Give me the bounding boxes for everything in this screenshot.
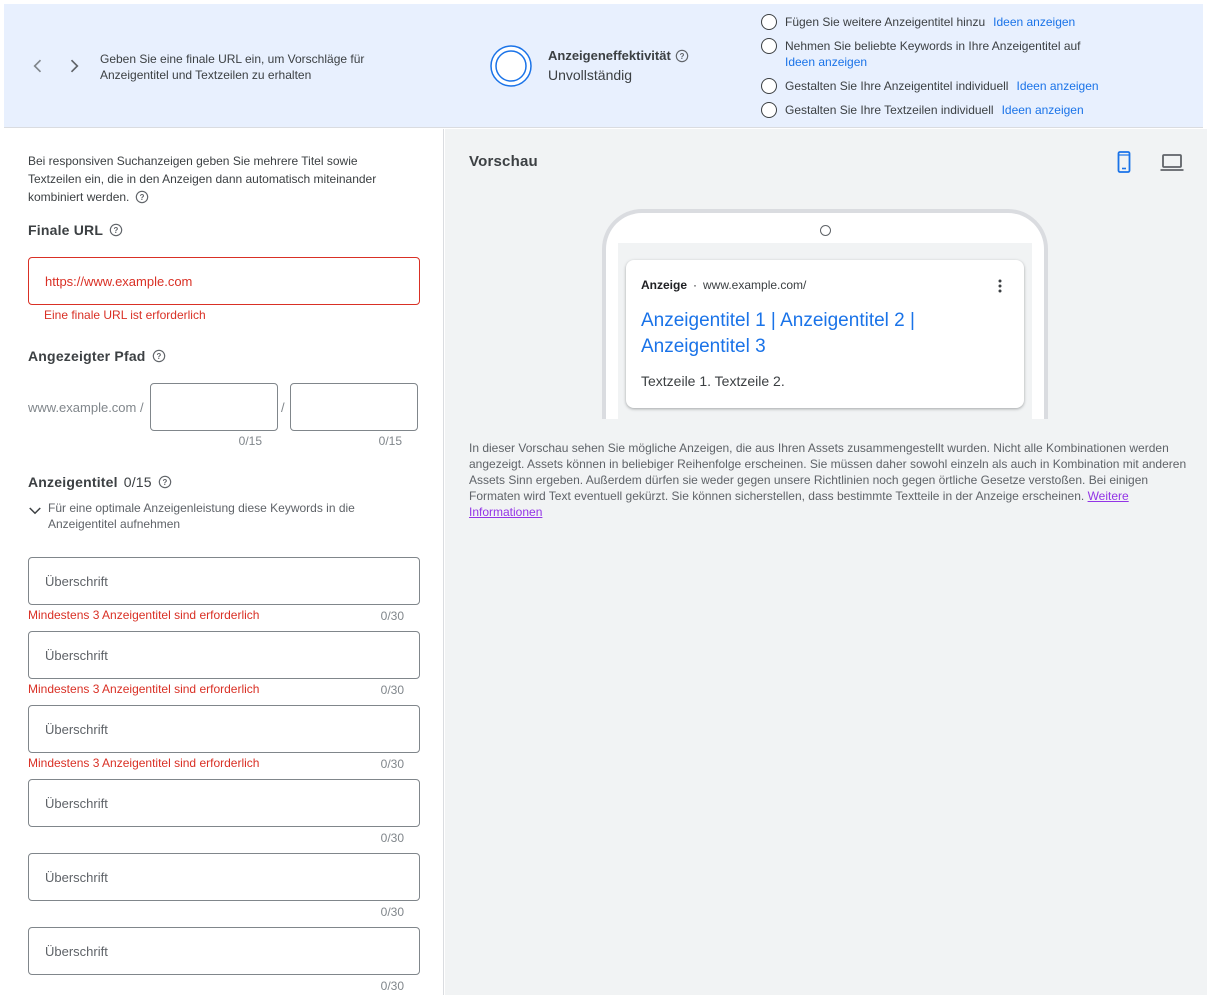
ad-badge: Anzeige xyxy=(641,278,688,292)
checklist-item xyxy=(761,38,1201,70)
ad-meta-separator: · xyxy=(693,278,698,292)
final-url-error: Eine finale URL ist erforderlich xyxy=(44,308,206,322)
help-icon[interactable] xyxy=(109,223,123,237)
headline-counter: 0/30 xyxy=(380,757,404,771)
checklist-item-text: Gestalten Sie Ihre Anzeigentitel individuell xyxy=(785,79,1009,93)
keywords-hint-toggle[interactable] xyxy=(26,500,406,532)
next-button[interactable] xyxy=(64,56,84,80)
display-path-label-text: Angezeigter Pfad xyxy=(28,348,146,364)
help-icon[interactable] xyxy=(675,49,689,63)
preview-disclaimer xyxy=(469,440,1189,520)
headline-error: Mindestens 3 Anzeigentitel sind erforderlich xyxy=(28,756,260,770)
chevron-down-icon xyxy=(26,502,44,520)
preview-title: Vorschau xyxy=(469,153,538,170)
ad-description: Textzeile 1. Textzeile 2. xyxy=(641,373,785,389)
chevron-left-icon xyxy=(28,56,48,76)
path1-counter: 0/15 xyxy=(238,434,262,448)
svg-text:?: ? xyxy=(156,352,162,362)
headline-input[interactable] xyxy=(28,631,420,679)
preview-disclaimer-text: In dieser Vorschau sehen Sie mögliche Anzeigen, die aus Ihren Assets zusammengestellt wurden. Nicht alle Kombinationen werden angezeigt. Assets können in beliebiger Reihenfolge erscheinen. Sie müssen daher sowohl einzeln als auch in Kombination mit anderen Assets Sinn ergeben. Außerdem dürfen sie weder gegen unsere Richtlinien noch gegen örtliche Gesetze verstoßen. Bei einigen Formaten wird Text eventuell gekürzt. Sie können sicherstellen, dass bestimmte Textteile in der Anzeige erscheinen. xyxy=(469,441,1187,503)
show-ideas-link[interactable]: Ideen anzeigen xyxy=(993,15,1076,29)
preview-panel xyxy=(445,129,1207,995)
show-ideas-link[interactable]: Ideen anzeigen xyxy=(1016,79,1099,93)
headline-error: Mindestens 3 Anzeigentitel sind erforderlich xyxy=(28,682,260,696)
keywords-hint-text: Für eine optimale Anzeigenleistung diese Keywords in die Anzeigentitel aufnehmen xyxy=(48,501,355,531)
checklist-item xyxy=(761,102,1201,118)
desktop-preview-button[interactable] xyxy=(1159,149,1185,175)
headline-input[interactable] xyxy=(28,705,420,753)
mobile-preview-button[interactable] xyxy=(1111,149,1137,175)
headline-counter: 0/30 xyxy=(380,979,404,993)
display-path-prefix: www.example.com / xyxy=(28,400,144,415)
headline-counter: 0/30 xyxy=(380,831,404,845)
ad-display-url: www.example.com/ xyxy=(703,278,807,292)
effectiveness-banner xyxy=(4,4,1203,128)
svg-text:?: ? xyxy=(679,51,685,61)
checklist-item xyxy=(761,14,1201,30)
headline-input[interactable] xyxy=(28,853,420,901)
headlines-label-text: Anzeigentitel xyxy=(28,474,118,490)
svg-text:?: ? xyxy=(162,478,168,488)
ad-headline[interactable]: Anzeigentitel 1 | Anzeigentitel 2 | Anzeigentitel 3 xyxy=(641,310,915,357)
checklist-checkbox[interactable] xyxy=(761,78,777,94)
checklist-checkbox[interactable] xyxy=(761,38,777,54)
help-icon[interactable] xyxy=(158,475,172,489)
headline-counter: 0/30 xyxy=(380,905,404,919)
headline-counter: 0/30 xyxy=(380,609,404,623)
ad-meta xyxy=(641,278,806,292)
path2-counter: 0/15 xyxy=(378,434,402,448)
headline-placeholder: Überschrift xyxy=(45,573,108,589)
final-url-placeholder: https://www.example.com xyxy=(45,273,193,289)
svg-text:?: ? xyxy=(113,226,119,236)
path-separator: / xyxy=(281,400,285,415)
final-url-label xyxy=(28,222,123,238)
svg-text:?: ? xyxy=(139,193,145,203)
headline-counter: 0/30 xyxy=(380,683,404,697)
checklist-item-text: Gestalten Sie Ihre Textzeilen individuell xyxy=(785,103,994,117)
learn-more-link[interactable]: Weitere Informationen xyxy=(469,489,1129,519)
chevron-right-icon xyxy=(64,56,84,76)
effectiveness-gauge-icon xyxy=(489,44,533,88)
headline-input[interactable] xyxy=(28,927,420,975)
checklist-item-text: Fügen Sie weitere Anzeigentitel hinzu xyxy=(785,15,986,29)
smartphone-icon xyxy=(1111,149,1137,175)
effectiveness-title xyxy=(548,48,689,63)
form-intro xyxy=(28,152,412,206)
show-ideas-link[interactable]: Ideen anzeigen xyxy=(785,55,868,69)
final-url-input[interactable] xyxy=(28,257,420,305)
path2-input[interactable] xyxy=(290,383,418,431)
checklist-item-text: Nehmen Sie beliebte Keywords in Ihre Anzeigentitel auf xyxy=(785,39,1081,53)
help-icon[interactable] xyxy=(135,190,149,204)
headline-input[interactable] xyxy=(28,557,420,605)
show-ideas-link[interactable]: Ideen anzeigen xyxy=(1001,103,1084,117)
display-path-label xyxy=(28,348,166,364)
previous-button[interactable] xyxy=(28,56,48,80)
laptop-icon xyxy=(1159,149,1185,175)
effectiveness-title-text: Anzeigeneffektivität xyxy=(548,48,671,63)
help-icon[interactable] xyxy=(152,349,166,363)
headline-error: Mindestens 3 Anzeigentitel sind erforderlich xyxy=(28,608,260,622)
headlines-count: 0/15 xyxy=(123,474,152,490)
ad-preview-card xyxy=(626,260,1024,408)
checklist-checkbox[interactable] xyxy=(761,14,777,30)
camera-icon xyxy=(820,225,831,236)
effectiveness-status: Unvollständig xyxy=(548,67,633,83)
headlines-label xyxy=(28,474,172,490)
headline-placeholder: Überschrift xyxy=(45,647,108,663)
checklist-item xyxy=(761,78,1201,94)
path1-input[interactable] xyxy=(150,383,278,431)
form-intro-text: Bei responsiven Suchanzeigen geben Sie mehrere Titel sowie Textzeilen ein, die in den Anzeigen dann automatisch miteinander kombiniert werden. xyxy=(28,154,377,204)
headline-input[interactable] xyxy=(28,779,420,827)
headline-placeholder: Überschrift xyxy=(45,869,108,885)
ad-form-panel xyxy=(4,129,444,995)
headline-placeholder: Überschrift xyxy=(45,721,108,737)
banner-message: Geben Sie eine finale URL ein, um Vorschläge für Anzeigentitel und Textzeilen zu erhalten xyxy=(100,52,365,82)
final-url-label-text: Finale URL xyxy=(28,222,104,238)
headline-placeholder: Überschrift xyxy=(45,795,108,811)
headline-placeholder: Überschrift xyxy=(45,943,108,959)
more-vert-icon[interactable] xyxy=(992,278,1008,294)
checklist-checkbox[interactable] xyxy=(761,102,777,118)
